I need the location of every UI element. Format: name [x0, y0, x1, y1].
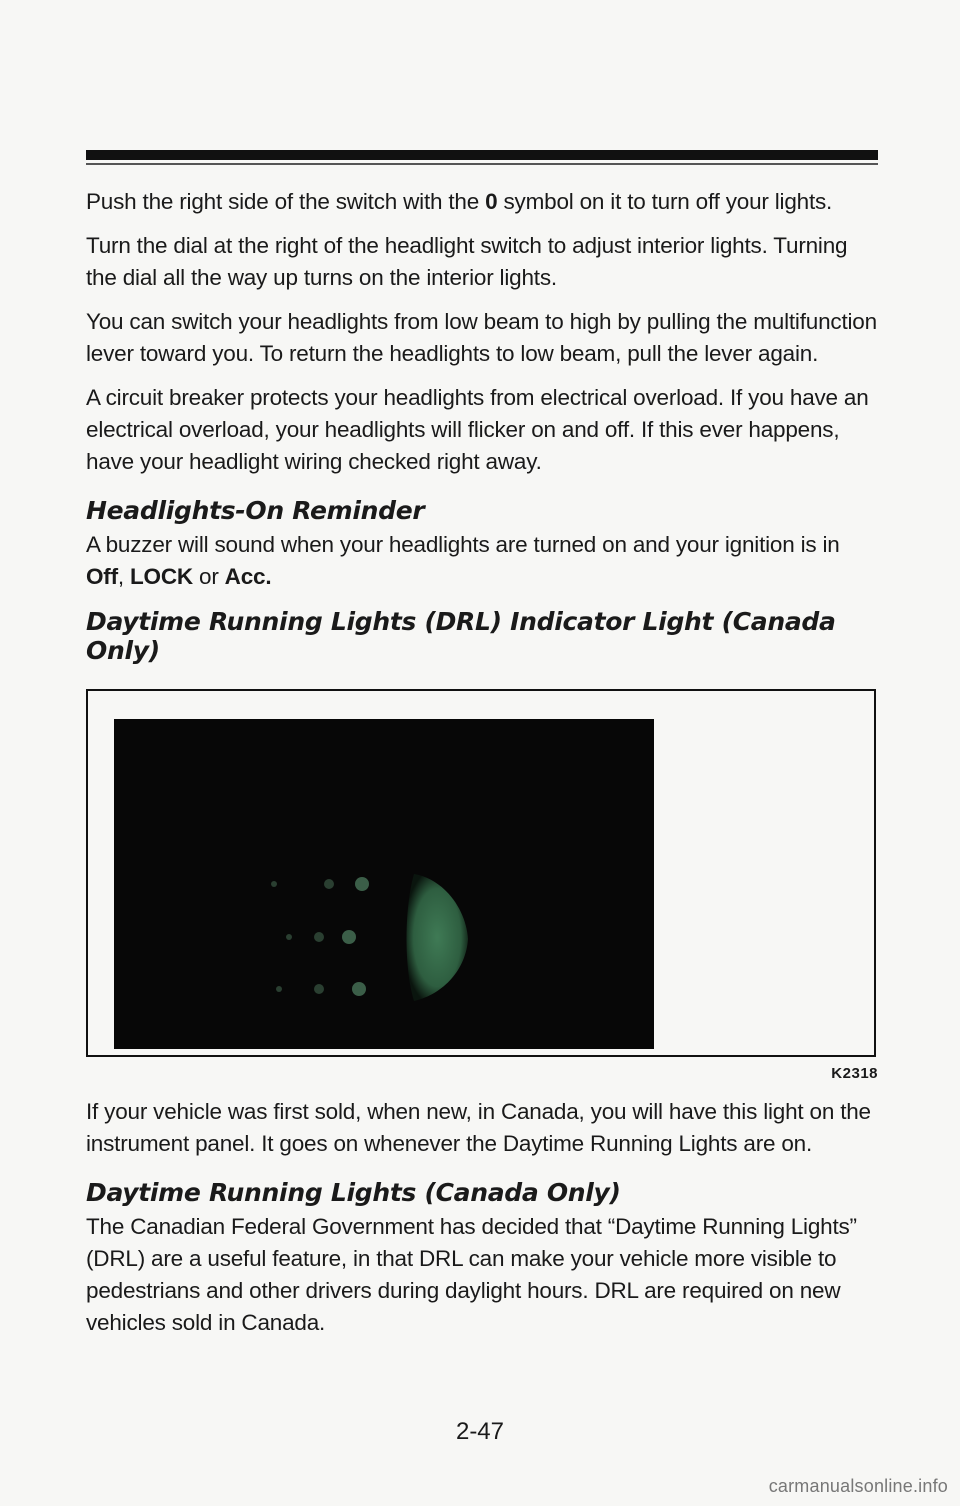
top-rule-thin: [86, 163, 878, 165]
ray-dot: [286, 934, 292, 940]
instrument-panel-image: [114, 719, 654, 1049]
ray-dot: [271, 881, 277, 887]
paragraph-4: A circuit breaker protects your headlights from electrical overload. If you have an electrical overload, your headlights will flicker on and off. If this ever happens, have your headlight wiring checked right away.: [86, 385, 869, 474]
bold-term: 0: [485, 189, 498, 214]
page-content: [86, 186, 878, 1351]
drl-indicator-figure: [86, 689, 876, 1057]
ray-dot: [324, 879, 334, 889]
bold-term: Acc.: [224, 564, 272, 589]
figure-code: K2318: [831, 1065, 878, 1082]
drl-indicator-caption: If your vehicle was first sold, when new, in Canada, you will have this light on the instrument panel. It goes on whenever the Daytime Running Lights are on.: [86, 1099, 871, 1156]
ray-dot: [314, 984, 324, 994]
paragraph-1: Push the right side of the switch with the 0 symbol on it to turn off your lights.: [86, 189, 833, 214]
drl-light-rays: [271, 877, 369, 996]
drl-indicator-icon: [114, 719, 654, 1049]
paragraph-2: Turn the dial at the right of the headlight switch to adjust interior lights. Turning the dial all the way up turns on the interior lights.: [86, 233, 848, 290]
top-rule: [86, 150, 878, 160]
reminder-heading: Headlights-On Reminder: [86, 496, 425, 525]
drl-lamp-shape: [407, 874, 469, 1001]
watermark: carmanualsonline.info: [768, 1476, 948, 1496]
ray-dot: [352, 982, 366, 996]
reminder-text: A buzzer will sound when your headlights are turned on and your ignition is in Off, LOCK or Acc.: [86, 532, 840, 589]
paragraph-3: You can switch your headlights from low beam to high by pulling the multifunction lever toward you. To return the headlights to low beam, pull the lever again.: [86, 309, 877, 366]
page-number: 2-47: [455, 1418, 505, 1445]
ray-dot: [276, 986, 282, 992]
ray-dot: [355, 877, 369, 891]
ray-dot: [314, 932, 324, 942]
drl-indicator-heading: Daytime Running Lights (DRL) Indicator Light (Canada Only): [86, 607, 836, 665]
drl-text: The Canadian Federal Government has decided that “Daytime Running Lights” (DRL) are a useful feature, in that DRL can make your vehicle more visible to pedestrians and other drivers during daylight hours. DRL are required on new vehicles sold in Canada.: [86, 1214, 857, 1335]
bold-term: Off: [86, 564, 118, 589]
drl-heading: Daytime Running Lights (Canada Only): [86, 1178, 621, 1207]
top-paragraphs: [86, 186, 878, 478]
ray-dot: [342, 930, 356, 944]
bold-term: LOCK: [130, 564, 193, 589]
